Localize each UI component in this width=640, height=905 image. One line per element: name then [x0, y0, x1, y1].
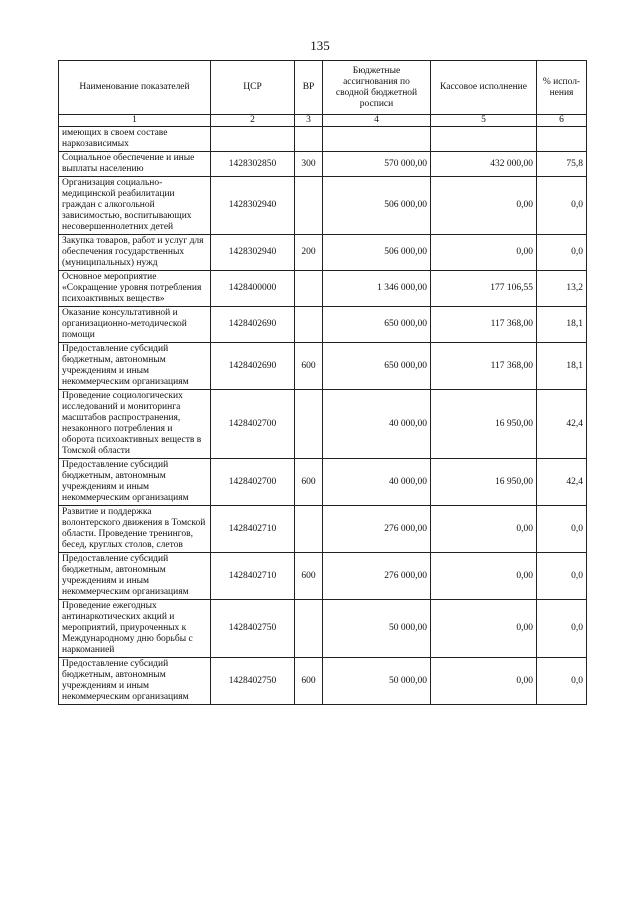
row-budget: 570 000,00 [323, 152, 431, 177]
row-indicator-name: Организация социально-медицинской реабилитации граждан с алкогольной зависимостью, воспитывающих несовершеннолетних детей [59, 177, 211, 235]
row-budget: 276 000,00 [323, 506, 431, 553]
row-vr: 600 [295, 343, 323, 390]
row-cash: 0,00 [431, 506, 537, 553]
row-cash: 0,00 [431, 177, 537, 235]
header-csr: ЦСР [211, 61, 295, 115]
row-vr [295, 271, 323, 307]
table-row [59, 600, 587, 658]
row-vr [295, 177, 323, 235]
row-cash: 0,00 [431, 658, 537, 705]
row-csr: 1428402750 [211, 600, 295, 658]
table-row [59, 553, 587, 600]
row-csr: 1428402690 [211, 307, 295, 343]
row-cash [431, 127, 537, 152]
row-csr: 1428400000 [211, 271, 295, 307]
table-row [59, 307, 587, 343]
row-vr [295, 600, 323, 658]
row-csr: 1428302850 [211, 152, 295, 177]
row-percent: 0,0 [537, 177, 587, 235]
row-percent: 13,2 [537, 271, 587, 307]
row-indicator-name: Закупка товаров, работ и услуг для обеспечения государственных (муниципальных) нужд [59, 235, 211, 271]
row-vr: 600 [295, 459, 323, 506]
row-indicator-name: Развитие и поддержка волонтерского движения в Томской области. Проведение тренингов, бесед, круглых столов, слетов [59, 506, 211, 553]
row-budget: 506 000,00 [323, 177, 431, 235]
row-csr: 1428402690 [211, 343, 295, 390]
table-row [59, 506, 587, 553]
header-cash: Кассовое исполнение [431, 61, 537, 115]
budget-execution-table [58, 60, 587, 705]
table-row [59, 152, 587, 177]
row-cash: 117 368,00 [431, 343, 537, 390]
table-row [59, 390, 587, 459]
header-vr: ВР [295, 61, 323, 115]
row-csr: 1428302940 [211, 235, 295, 271]
row-budget [323, 127, 431, 152]
row-budget: 50 000,00 [323, 600, 431, 658]
row-vr: 200 [295, 235, 323, 271]
row-vr: 600 [295, 553, 323, 600]
row-percent: 18,1 [537, 307, 587, 343]
header-budget: Бюджетные ассигнования по сводной бюджетной росписи [323, 61, 431, 115]
table-row [59, 343, 587, 390]
table-row [59, 177, 587, 235]
header-indicator-name: Наименование показателей [59, 61, 211, 115]
row-vr [295, 307, 323, 343]
table-row [59, 658, 587, 705]
table-row [59, 271, 587, 307]
row-budget: 40 000,00 [323, 390, 431, 459]
row-csr: 1428402700 [211, 390, 295, 459]
table-row [59, 459, 587, 506]
column-number-row [59, 115, 587, 127]
page-number: 135 [310, 38, 330, 53]
row-budget: 650 000,00 [323, 307, 431, 343]
column-number: 6 [537, 115, 587, 127]
row-indicator-name: Оказание консультативной и организационно-методической помощи [59, 307, 211, 343]
row-indicator-name: Предоставление субсидий бюджетным, автономным учреждениям и иным некоммерческим организациям [59, 658, 211, 705]
row-cash: 0,00 [431, 553, 537, 600]
row-percent: 0,0 [537, 553, 587, 600]
column-number: 2 [211, 115, 295, 127]
table-header-row [59, 61, 587, 115]
row-percent: 18,1 [537, 343, 587, 390]
row-indicator-name: Проведение социологических исследований и мониторинга масштабов распространения, незаконного потребления и оборота психоактивных веществ в Томской области [59, 390, 211, 459]
row-vr [295, 127, 323, 152]
row-cash: 16 950,00 [431, 390, 537, 459]
row-vr: 300 [295, 152, 323, 177]
row-indicator-name: Предоставление субсидий бюджетным, автономным учреждениям и иным некоммерческим организациям [59, 459, 211, 506]
row-cash: 432 000,00 [431, 152, 537, 177]
row-percent [537, 127, 587, 152]
row-budget: 40 000,00 [323, 459, 431, 506]
row-indicator-name: Социальное обеспечение и иные выплаты населению [59, 152, 211, 177]
row-cash: 16 950,00 [431, 459, 537, 506]
column-number: 5 [431, 115, 537, 127]
row-percent: 0,0 [537, 600, 587, 658]
row-budget: 50 000,00 [323, 658, 431, 705]
row-cash: 0,00 [431, 235, 537, 271]
row-cash: 117 368,00 [431, 307, 537, 343]
row-percent: 0,0 [537, 506, 587, 553]
column-number: 1 [59, 115, 211, 127]
row-indicator-name: Основное мероприятие «Сокращение уровня потребления психоактивных веществ» [59, 271, 211, 307]
row-percent: 75,8 [537, 152, 587, 177]
row-budget: 1 346 000,00 [323, 271, 431, 307]
row-csr: 1428302940 [211, 177, 295, 235]
row-indicator-name: Проведение ежегодных антинаркотических акций и мероприятий, приуроченных к Международному дню борьбы с наркоманией [59, 600, 211, 658]
table-row [59, 127, 587, 152]
row-csr: 1428402710 [211, 506, 295, 553]
header-percent: % испол-нения [537, 61, 587, 115]
column-number: 4 [323, 115, 431, 127]
row-budget: 506 000,00 [323, 235, 431, 271]
table-row [59, 235, 587, 271]
row-indicator-name: Предоставление субсидий бюджетным, автономным учреждениям и иным некоммерческим организациям [59, 553, 211, 600]
row-cash: 177 106,55 [431, 271, 537, 307]
row-csr: 1428402750 [211, 658, 295, 705]
row-vr: 600 [295, 658, 323, 705]
row-indicator-name: Предоставление субсидий бюджетным, автономным учреждениям и иным некоммерческим организациям [59, 343, 211, 390]
row-vr [295, 390, 323, 459]
row-percent: 0,0 [537, 658, 587, 705]
row-budget: 276 000,00 [323, 553, 431, 600]
row-csr: 1428402700 [211, 459, 295, 506]
row-percent: 42,4 [537, 459, 587, 506]
column-number: 3 [295, 115, 323, 127]
row-percent: 0,0 [537, 235, 587, 271]
row-percent: 42,4 [537, 390, 587, 459]
row-cash: 0,00 [431, 600, 537, 658]
row-indicator-name: имеющих в своем составе наркозависимых [59, 127, 211, 152]
row-csr: 1428402710 [211, 553, 295, 600]
row-vr [295, 506, 323, 553]
row-budget: 650 000,00 [323, 343, 431, 390]
row-csr [211, 127, 295, 152]
